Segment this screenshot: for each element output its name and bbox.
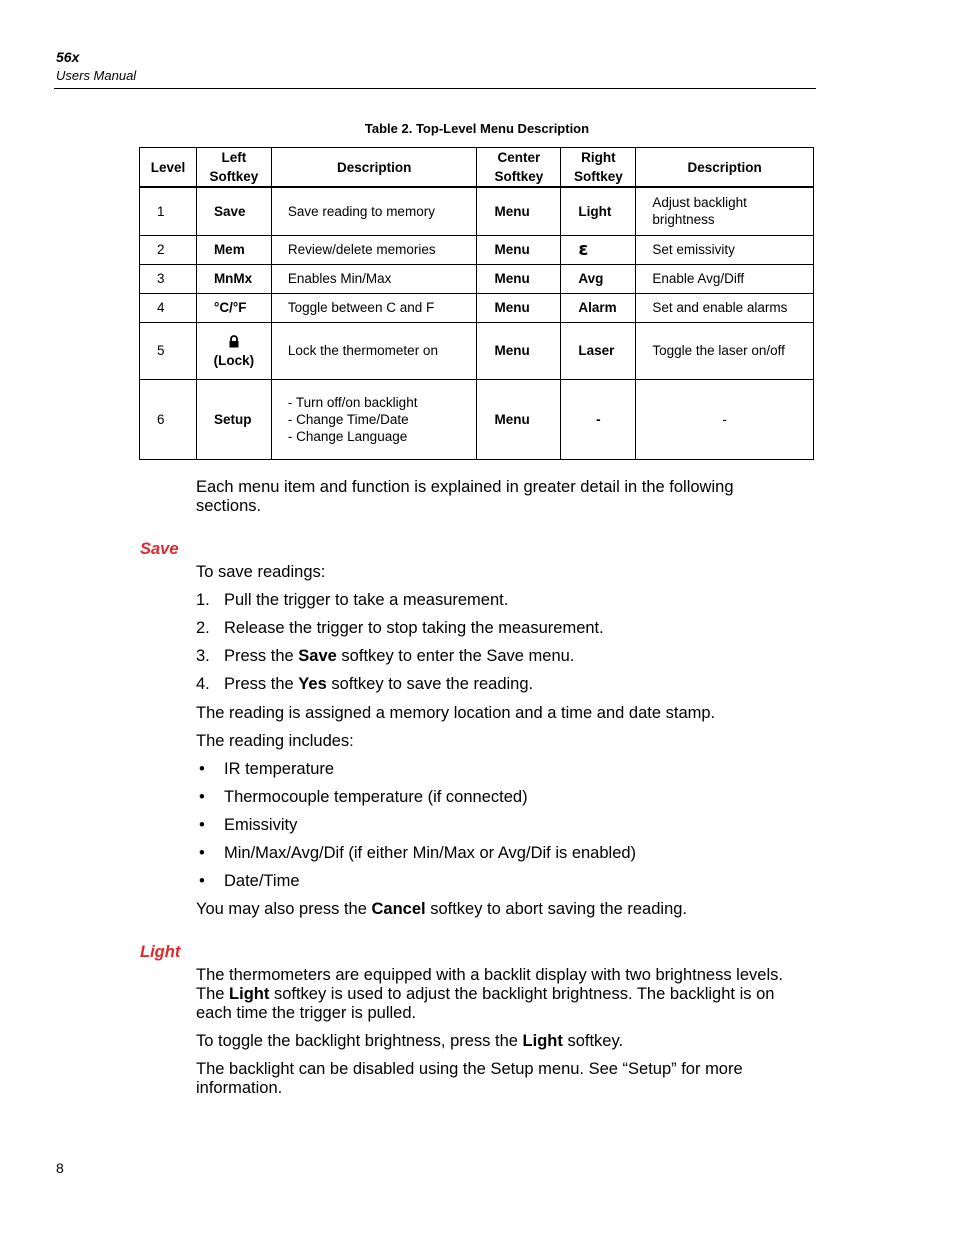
- cell-left-softkey: Mem: [196, 235, 271, 264]
- header-subtitle: Users Manual: [56, 68, 137, 83]
- cell-level: 3: [140, 264, 197, 293]
- cell-right-softkey: Light: [561, 187, 636, 235]
- th-description-right: Description: [636, 148, 814, 188]
- bullet-icon: •: [199, 760, 205, 778]
- cell-description: Save reading to memory: [271, 187, 477, 235]
- light-paragraph-1: The thermometers are equipped with a backlit display with two brightness levels. The Light softkey is used to adjust the backlight brightness. The backlight is on each time the trigger is pulled.: [196, 966, 783, 1022]
- step-number: 4.: [196, 675, 210, 693]
- list-item: Emissivity: [224, 816, 298, 834]
- bullet-icon: •: [199, 816, 205, 834]
- cell-center-softkey: Menu: [477, 264, 561, 293]
- cell-level: 4: [140, 293, 197, 322]
- step-number: 1.: [196, 591, 210, 609]
- cell-description: Toggle the laser on/off: [636, 322, 814, 379]
- th-description-left: Description: [271, 148, 477, 188]
- table-header-row: [140, 148, 814, 188]
- save-lead: To save readings:: [196, 563, 326, 581]
- save-assigned-text: The reading is assigned a memory location and a time and date stamp.: [196, 704, 716, 722]
- cell-description: Enables Min/Max: [271, 264, 477, 293]
- th-center-softkey: Center Softkey: [477, 148, 561, 188]
- cell-description: - Turn off/on backlight - Change Time/Date - Change Language: [271, 379, 477, 459]
- lock-label: (Lock): [213, 353, 255, 368]
- th-left-softkey: Left Softkey: [196, 148, 271, 188]
- save-cancel-text: You may also press the Cancel softkey to abort saving the reading.: [196, 900, 688, 918]
- cell-left-softkey: [196, 322, 271, 379]
- cell-level: 2: [140, 235, 197, 264]
- list-item: Thermocouple temperature (if connected): [224, 788, 528, 806]
- table-row: [140, 379, 814, 459]
- light-paragraph-3: The backlight can be disabled using the Setup menu. See “Setup” for more information.: [196, 1060, 743, 1097]
- cell-level: 5: [140, 322, 197, 379]
- cell-right-softkey: Avg: [561, 264, 636, 293]
- cell-description: Set and enable alarms: [636, 293, 814, 322]
- page-number: 8: [56, 1160, 64, 1176]
- cell-description: Lock the thermometer on: [271, 322, 477, 379]
- cell-description: Set emissivity: [636, 235, 814, 264]
- bullet-icon: •: [199, 788, 205, 806]
- cell-center-softkey: Menu: [477, 235, 561, 264]
- header-model: 56x: [56, 49, 80, 65]
- cell-center-softkey: Menu: [477, 379, 561, 459]
- th-right-softkey: Right Softkey: [561, 148, 636, 188]
- table-row: [140, 264, 814, 293]
- table-row: [140, 187, 814, 235]
- cell-center-softkey: Menu: [477, 187, 561, 235]
- header-rule: [54, 88, 816, 89]
- table-title: Table 2. Top-Level Menu Description: [364, 121, 590, 136]
- cell-center-softkey: Menu: [477, 322, 561, 379]
- save-includes-text: The reading includes:: [196, 732, 354, 750]
- cell-left-softkey: MnMx: [196, 264, 271, 293]
- th-level: Level: [140, 148, 197, 188]
- table-row: [140, 322, 814, 379]
- section-heading-light: Light: [140, 943, 181, 961]
- cell-description: Enable Avg/Diff: [636, 264, 814, 293]
- cell-description: Review/delete memories: [271, 235, 477, 264]
- light-paragraph-2: To toggle the backlight brightness, press the Light softkey.: [196, 1032, 624, 1050]
- table-row: [140, 293, 814, 322]
- cell-description: Toggle between C and F: [271, 293, 477, 322]
- list-item: Min/Max/Avg/Dif (if either Min/Max or Avg/Dif is enabled): [224, 844, 637, 862]
- step-number: 2.: [196, 619, 210, 637]
- intro-paragraph: Each menu item and function is explained in greater detail in the following sections.: [196, 478, 734, 515]
- bullet-icon: •: [199, 844, 205, 862]
- cell-right-softkey: Laser: [561, 322, 636, 379]
- section-heading-save: Save: [140, 540, 179, 558]
- step-text: Press the Save softkey to enter the Save menu.: [224, 647, 575, 665]
- list-item: IR temperature: [224, 760, 335, 778]
- step-text: Press the Yes softkey to save the reading.: [224, 675, 534, 693]
- cell-left-softkey: Save: [196, 187, 271, 235]
- cell-right-softkey: Alarm: [561, 293, 636, 322]
- cell-description: Adjust backlight brightness: [636, 187, 814, 235]
- cell-left-softkey: °C/°F: [196, 293, 271, 322]
- cell-description: -: [636, 379, 814, 459]
- step-number: 3.: [196, 647, 210, 665]
- step-text: Release the trigger to stop taking the measurement.: [224, 619, 604, 637]
- cell-level: 6: [140, 379, 197, 459]
- bullet-icon: •: [199, 872, 205, 890]
- cell-center-softkey: Menu: [477, 293, 561, 322]
- step-text: Pull the trigger to take a measurement.: [224, 591, 509, 609]
- cell-level: 1: [140, 187, 197, 235]
- emissivity-icon: ε: [561, 235, 636, 264]
- lock-icon: [203, 333, 265, 353]
- cell-left-softkey: Setup: [196, 379, 271, 459]
- list-item: Date/Time: [224, 872, 300, 890]
- table-row: [140, 235, 814, 264]
- menu-table: [139, 147, 814, 460]
- cell-right-softkey: -: [561, 379, 636, 459]
